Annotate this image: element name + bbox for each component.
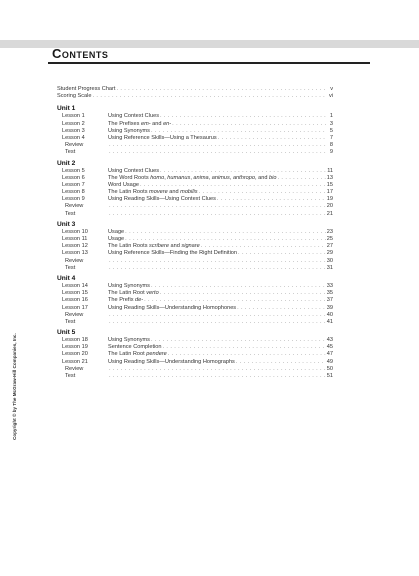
toc-row bbox=[57, 297, 333, 304]
toc-entry-label: Lesson 15 bbox=[62, 290, 88, 297]
toc-entry-title: Scoring Scale bbox=[57, 93, 92, 100]
toc-entry-title: Using Synonyms bbox=[108, 282, 150, 289]
toc-row bbox=[57, 128, 333, 135]
toc-entry-title: Using Reading Skills—Understanding Homophones bbox=[108, 304, 237, 311]
toc-entry-label: Lesson 17 bbox=[62, 304, 88, 311]
dot-leader bbox=[163, 344, 326, 351]
toc-row-front-matter bbox=[57, 93, 333, 100]
toc-entry-label: Test bbox=[65, 210, 76, 217]
toc-page-number: 21 bbox=[326, 210, 333, 217]
toc-row bbox=[57, 359, 333, 366]
toc-row-front-matter bbox=[57, 86, 333, 93]
toc-page-number: 8 bbox=[329, 142, 333, 149]
dot-leader bbox=[151, 128, 326, 135]
toc-entry-title: The Latin Roots movere and mobilis bbox=[108, 189, 198, 196]
dot-leader bbox=[160, 290, 326, 297]
toc-entry-label: Lesson 4 bbox=[62, 134, 85, 141]
toc-row bbox=[57, 229, 333, 236]
toc-row bbox=[57, 236, 333, 243]
toc-row bbox=[57, 373, 333, 380]
toc-page-number: 29 bbox=[326, 250, 333, 257]
toc-page-number: 27 bbox=[326, 243, 333, 250]
toc-page-number: 47 bbox=[326, 351, 333, 358]
unit-heading: Unit 1 bbox=[57, 105, 76, 113]
toc-row bbox=[57, 344, 333, 351]
toc-row bbox=[57, 366, 333, 373]
dot-leader bbox=[168, 351, 326, 358]
toc-entry-label: Lesson 5 bbox=[62, 167, 85, 174]
toc-row bbox=[57, 312, 333, 319]
dot-leader bbox=[109, 319, 326, 326]
toc-row bbox=[57, 305, 333, 312]
toc-page-number: 17 bbox=[326, 189, 333, 196]
toc-page-number: 19 bbox=[326, 196, 333, 203]
dot-leader bbox=[278, 175, 326, 182]
toc-entry-title: Using Reference Skills—Using a Thesaurus bbox=[108, 134, 217, 141]
toc-entry-title: The Prefixes em- and en- bbox=[108, 120, 172, 127]
dot-leader bbox=[93, 93, 326, 100]
toc-row bbox=[57, 243, 333, 250]
toc-entry-title: Student Progress Chart bbox=[57, 86, 116, 92]
dot-leader bbox=[160, 113, 326, 120]
toc-entry-label: Review bbox=[65, 365, 84, 372]
toc-entry-title: The Prefix de- bbox=[108, 297, 144, 304]
toc-entry-title: The Latin Root verto bbox=[108, 290, 159, 297]
toc-row bbox=[57, 149, 333, 156]
dot-leader bbox=[238, 250, 326, 257]
toc-page-number: 39 bbox=[326, 304, 333, 311]
toc-page-number: 1 bbox=[329, 113, 333, 120]
toc-page-number: 3 bbox=[329, 120, 333, 127]
toc-row bbox=[57, 290, 333, 297]
toc-entry-title: Using Context Clues bbox=[108, 113, 159, 120]
toc-row bbox=[57, 211, 333, 218]
toc-entry-title: Using Reading Skills—Understanding Homographs bbox=[108, 358, 235, 365]
toc-page-number: 25 bbox=[326, 236, 333, 242]
dot-leader bbox=[218, 135, 326, 142]
dot-leader bbox=[109, 258, 326, 265]
toc-row bbox=[57, 168, 333, 175]
dot-leader bbox=[125, 229, 326, 236]
dot-leader bbox=[237, 305, 326, 312]
toc-row bbox=[57, 142, 333, 149]
toc-row bbox=[57, 175, 333, 182]
toc-entry-label: Review bbox=[65, 142, 84, 149]
toc-page-number: 51 bbox=[326, 373, 333, 379]
toc-row bbox=[57, 258, 333, 265]
toc-entry-label: Test bbox=[65, 373, 76, 379]
toc-entry-label: Lesson 20 bbox=[62, 351, 88, 358]
toc-row bbox=[57, 319, 333, 326]
toc-page-number: v bbox=[330, 86, 333, 92]
toc-entry-label: Lesson 19 bbox=[62, 344, 88, 351]
toc-page-number: 13 bbox=[326, 174, 333, 181]
table-of-contents bbox=[57, 86, 333, 380]
toc-entry-label: Review bbox=[65, 203, 84, 210]
unit-heading: Unit 5 bbox=[57, 329, 76, 337]
toc-page-number: 30 bbox=[326, 257, 333, 264]
toc-page-number: 49 bbox=[326, 358, 333, 365]
toc-page-number: 37 bbox=[326, 297, 333, 304]
toc-entry-label: Review bbox=[65, 257, 84, 264]
toc-entry-label: Test bbox=[65, 149, 76, 156]
dot-leader bbox=[151, 337, 326, 344]
toc-page-number: 50 bbox=[326, 365, 333, 372]
toc-entry-label: Lesson 2 bbox=[62, 120, 85, 127]
toc-row bbox=[57, 121, 333, 128]
dot-leader bbox=[236, 359, 326, 366]
toc-entry-title: Using Context Clues bbox=[108, 167, 159, 174]
unit-heading: Unit 3 bbox=[57, 220, 76, 228]
toc-entry-label: Lesson 16 bbox=[62, 297, 88, 304]
page-header bbox=[0, 40, 419, 66]
dot-leader bbox=[172, 121, 326, 128]
toc-entry-title: Using Reading Skills—Using Context Clues bbox=[108, 196, 216, 203]
dot-leader bbox=[109, 312, 326, 319]
toc-page-number: 9 bbox=[329, 149, 333, 156]
dot-leader bbox=[109, 211, 326, 218]
dot-leader bbox=[144, 297, 326, 304]
dot-leader bbox=[109, 203, 326, 210]
toc-entry-label: Lesson 10 bbox=[62, 228, 88, 235]
toc-entry-label: Lesson 7 bbox=[62, 181, 85, 188]
toc-entry-title: Word Usage bbox=[108, 181, 139, 188]
toc-row bbox=[57, 337, 333, 344]
toc-page-number: 15 bbox=[326, 181, 333, 188]
toc-row bbox=[57, 135, 333, 142]
dot-leader bbox=[109, 265, 326, 272]
toc-entry-label: Lesson 8 bbox=[62, 189, 85, 196]
toc-entry-label: Lesson 18 bbox=[62, 337, 88, 344]
dot-leader bbox=[199, 189, 326, 196]
toc-entry-title: Using Synonyms bbox=[108, 337, 150, 344]
dot-leader bbox=[109, 366, 326, 373]
page-title: Contents bbox=[52, 46, 109, 61]
toc-row bbox=[57, 182, 333, 189]
dot-leader bbox=[217, 196, 326, 203]
toc-entry-title: Usage bbox=[108, 236, 125, 242]
toc-page-number: 7 bbox=[329, 134, 333, 141]
unit-heading: Unit 4 bbox=[57, 274, 76, 282]
toc-row bbox=[57, 283, 333, 290]
toc-entry-title: The Word Roots homo, humanus, anima, animus, anthropo, and bio bbox=[108, 174, 277, 181]
toc-page-number: 11 bbox=[327, 167, 333, 174]
toc-row bbox=[57, 196, 333, 203]
dot-leader bbox=[160, 168, 326, 175]
toc-entry-label: Test bbox=[65, 264, 76, 271]
toc-page-number: 43 bbox=[326, 337, 333, 344]
toc-page-number: 33 bbox=[326, 282, 333, 289]
toc-page-number: 41 bbox=[326, 318, 333, 325]
toc-page-number: 45 bbox=[326, 344, 333, 351]
toc-page-number: 23 bbox=[326, 228, 333, 235]
dot-leader bbox=[201, 243, 326, 250]
unit-heading: Unit 2 bbox=[57, 159, 76, 167]
toc-entry-label: Lesson 6 bbox=[62, 174, 85, 181]
copyright-notice: Copyright © by The McGraw-Hill Companies, Inc. bbox=[12, 333, 17, 440]
dot-leader bbox=[140, 182, 326, 189]
dot-leader bbox=[151, 283, 326, 290]
toc-entry-label: Test bbox=[65, 318, 76, 325]
toc-entry-title: Usage bbox=[108, 228, 125, 235]
toc-row bbox=[57, 265, 333, 272]
toc-entry-title: Using Reference Skills—Finding the Right Definition bbox=[108, 250, 238, 257]
toc-entry-label: Lesson 13 bbox=[62, 250, 88, 257]
toc-row bbox=[57, 250, 333, 257]
toc-row bbox=[57, 203, 333, 210]
header-rule bbox=[48, 62, 370, 64]
toc-row bbox=[57, 189, 333, 196]
toc-entry-title: The Latin Roots scribere and signare bbox=[108, 243, 200, 250]
dot-leader bbox=[109, 373, 326, 380]
toc-entry-label: Review bbox=[65, 311, 84, 318]
toc-entry-label: Lesson 21 bbox=[62, 358, 88, 365]
toc-page-number: 40 bbox=[326, 311, 333, 318]
dot-leader bbox=[116, 86, 326, 93]
toc-page-number: 31 bbox=[326, 264, 333, 271]
toc-entry-label: Lesson 14 bbox=[62, 282, 88, 289]
toc-entry-label: Lesson 9 bbox=[62, 196, 85, 203]
toc-entry-title: The Latin Root pendere bbox=[108, 351, 167, 358]
toc-row bbox=[57, 113, 333, 120]
toc-row bbox=[57, 351, 333, 358]
toc-page-number: 35 bbox=[326, 290, 333, 297]
toc-page-number: 5 bbox=[329, 127, 333, 134]
toc-page-number: 20 bbox=[326, 203, 333, 210]
toc-entry-label: Lesson 11 bbox=[62, 236, 88, 242]
dot-leader bbox=[125, 236, 326, 243]
toc-entry-label: Lesson 12 bbox=[62, 243, 88, 250]
dot-leader bbox=[109, 142, 326, 149]
dot-leader bbox=[109, 149, 326, 156]
toc-entry-title: Sentence Completion bbox=[108, 344, 162, 351]
toc-entry-label: Lesson 3 bbox=[62, 127, 85, 134]
toc-page-number: vi bbox=[328, 93, 333, 100]
toc-entry-label: Lesson 1 bbox=[62, 113, 85, 120]
toc-entry-title: Using Synonyms bbox=[108, 127, 150, 134]
